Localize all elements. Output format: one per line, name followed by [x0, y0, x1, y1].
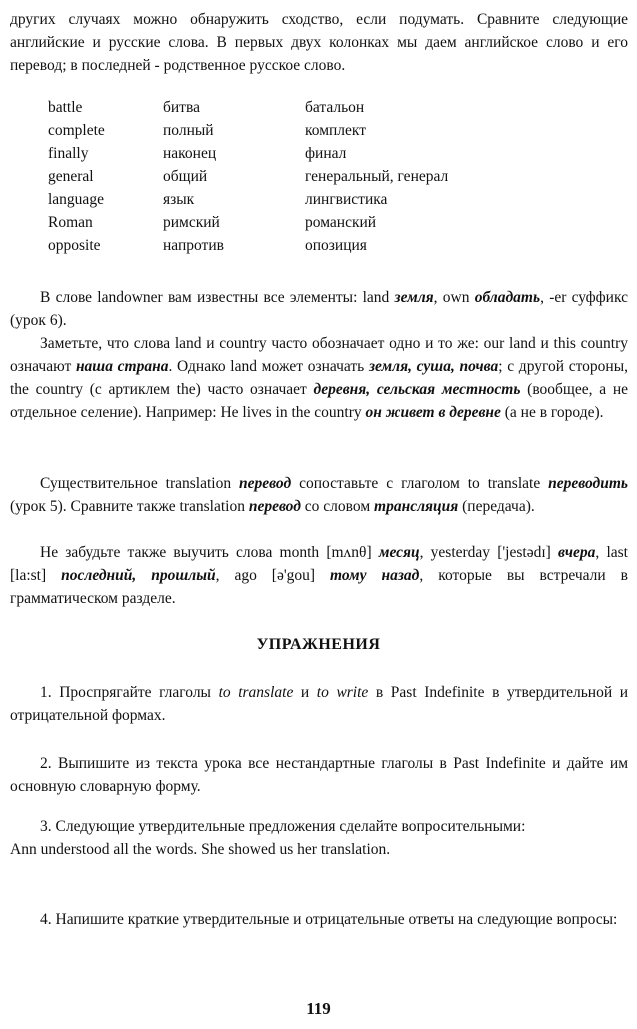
exercise-4: [10, 908, 628, 931]
text-run: (а не в городе).: [500, 404, 604, 421]
exercise-1: [10, 681, 628, 727]
vocab-related: романский: [305, 214, 377, 231]
text-run: , ago [ə'gou]: [215, 567, 331, 584]
paragraph-translation: [10, 472, 628, 518]
vocab-related: генеральный, генерал: [305, 168, 449, 185]
vocab-translation: общий: [163, 168, 208, 185]
section-heading: УПРАЖНЕНИЯ: [256, 636, 381, 653]
text-run: сопоставьте с глаголом to translate: [291, 475, 549, 492]
paragraph-land-country: [10, 332, 628, 424]
italic-term: он живет в деревне: [365, 404, 501, 421]
paragraph-new-words: [10, 541, 628, 610]
exercise-3: [10, 815, 628, 861]
text-run: и: [293, 684, 317, 701]
vocab-translation: наконец: [163, 145, 217, 162]
vocab-translation: напротив: [163, 237, 224, 254]
italic-term: to translate: [218, 684, 294, 701]
italic-term: месяц: [378, 544, 420, 561]
text-run: , которые вы встречали в грамматическом разделе.: [10, 567, 628, 607]
vocab-row: [48, 188, 525, 211]
text-run: В слове landowner вам известны все элементы: land: [40, 289, 395, 306]
text-run: , yesterday ['jestədɪ]: [419, 544, 558, 561]
text-run: (вообщее, а не отдельное селение). Например: He lives in the country: [10, 381, 628, 421]
vocab-related: комплект: [305, 122, 367, 139]
paragraph-landowner: [10, 286, 628, 332]
italic-term: последний, прошлый: [61, 567, 216, 584]
vocab-translation: битва: [163, 99, 200, 116]
italic-term: наша страна: [75, 358, 169, 375]
vocab-english: Roman: [48, 214, 93, 231]
italic-term: переводить: [548, 475, 628, 492]
text-run: ; с другой стороны, the country (с артиклем the) часто означает: [10, 358, 628, 398]
intro-paragraph: [10, 8, 628, 77]
italic-term: вчера: [557, 544, 596, 561]
text-run: со словом: [300, 498, 375, 515]
text-run: . Однако land может означать: [168, 358, 369, 375]
vocab-row: [48, 119, 525, 142]
vocabulary-table: [48, 96, 525, 257]
vocab-row: [48, 234, 525, 257]
vocab-translation: римский: [163, 214, 220, 231]
vocab-related: лингвистика: [305, 191, 388, 208]
vocab-english: battle: [48, 99, 83, 116]
exercise-text: 4. Напишите краткие утвердительные и отрицательные ответы на следующие вопросы:: [40, 911, 618, 928]
text-run: 1. Проспрягайте глаголы: [40, 684, 219, 701]
vocab-english: complete: [48, 122, 105, 139]
italic-term: трансляция: [374, 498, 459, 515]
text-run: в Past Indefinite в утвердительной и отрицательной формах.: [10, 684, 629, 724]
vocab-english: general: [48, 168, 94, 185]
vocab-translation: полный: [163, 122, 214, 139]
text-run: Заметьте, что слова land и country часто обозначает одно и то же: our land и this country означают: [10, 335, 628, 375]
exercise-example: Ann understood all the words. She showed us her translation.: [10, 841, 391, 858]
exercise-text: 2. Выпишите из текста урока все нестандартные глаголы в Past Indefinite и дайте им основную словарную форму.: [10, 755, 628, 795]
page-number: 119: [306, 999, 331, 1018]
vocab-related: батальон: [305, 99, 365, 116]
text-run: Не забудьте также выучить слова month [mʌnθ]: [40, 544, 379, 561]
vocab-related: опозиция: [305, 237, 367, 254]
text-run: , -er суффикс (урок 6).: [10, 289, 628, 329]
vocab-english: opposite: [48, 237, 101, 254]
exercise-2: [10, 752, 628, 798]
italic-term: перевод: [239, 475, 292, 492]
vocab-related: финал: [305, 145, 347, 162]
exercise-text: 3. Следующие утвердительные предложения сделайте вопросительными:: [40, 818, 526, 835]
vocab-row: [48, 211, 525, 234]
text-run: , last [la:st]: [10, 544, 628, 584]
italic-term: перевод: [248, 498, 301, 515]
vocab-row: [48, 142, 525, 165]
vocab-translation: язык: [163, 191, 195, 208]
text-run: (урок 5). Сравните также translation: [10, 498, 249, 515]
text-run: , own: [433, 289, 475, 306]
vocab-row: [48, 96, 525, 119]
text-run: Существительное translation: [40, 475, 240, 492]
italic-term: тому назад: [330, 567, 420, 584]
italic-term: to write: [316, 684, 369, 701]
vocab-english: language: [48, 191, 104, 208]
italic-term: земля, суша, почва: [368, 358, 499, 375]
intro-text: других случаях можно обнаружить сходство, если подумать. Сравните следующие английские и русские слова. В первых двух колонках мы даем английское слово и его перевод; в последней - родственное русское слово.: [10, 11, 628, 74]
italic-term: обладать: [474, 289, 541, 306]
text-run: (передача).: [458, 498, 535, 515]
italic-term: деревня, сельская местность: [313, 381, 521, 398]
italic-term: земля: [394, 289, 434, 306]
vocab-english: finally: [48, 145, 89, 162]
vocab-row: [48, 165, 525, 188]
